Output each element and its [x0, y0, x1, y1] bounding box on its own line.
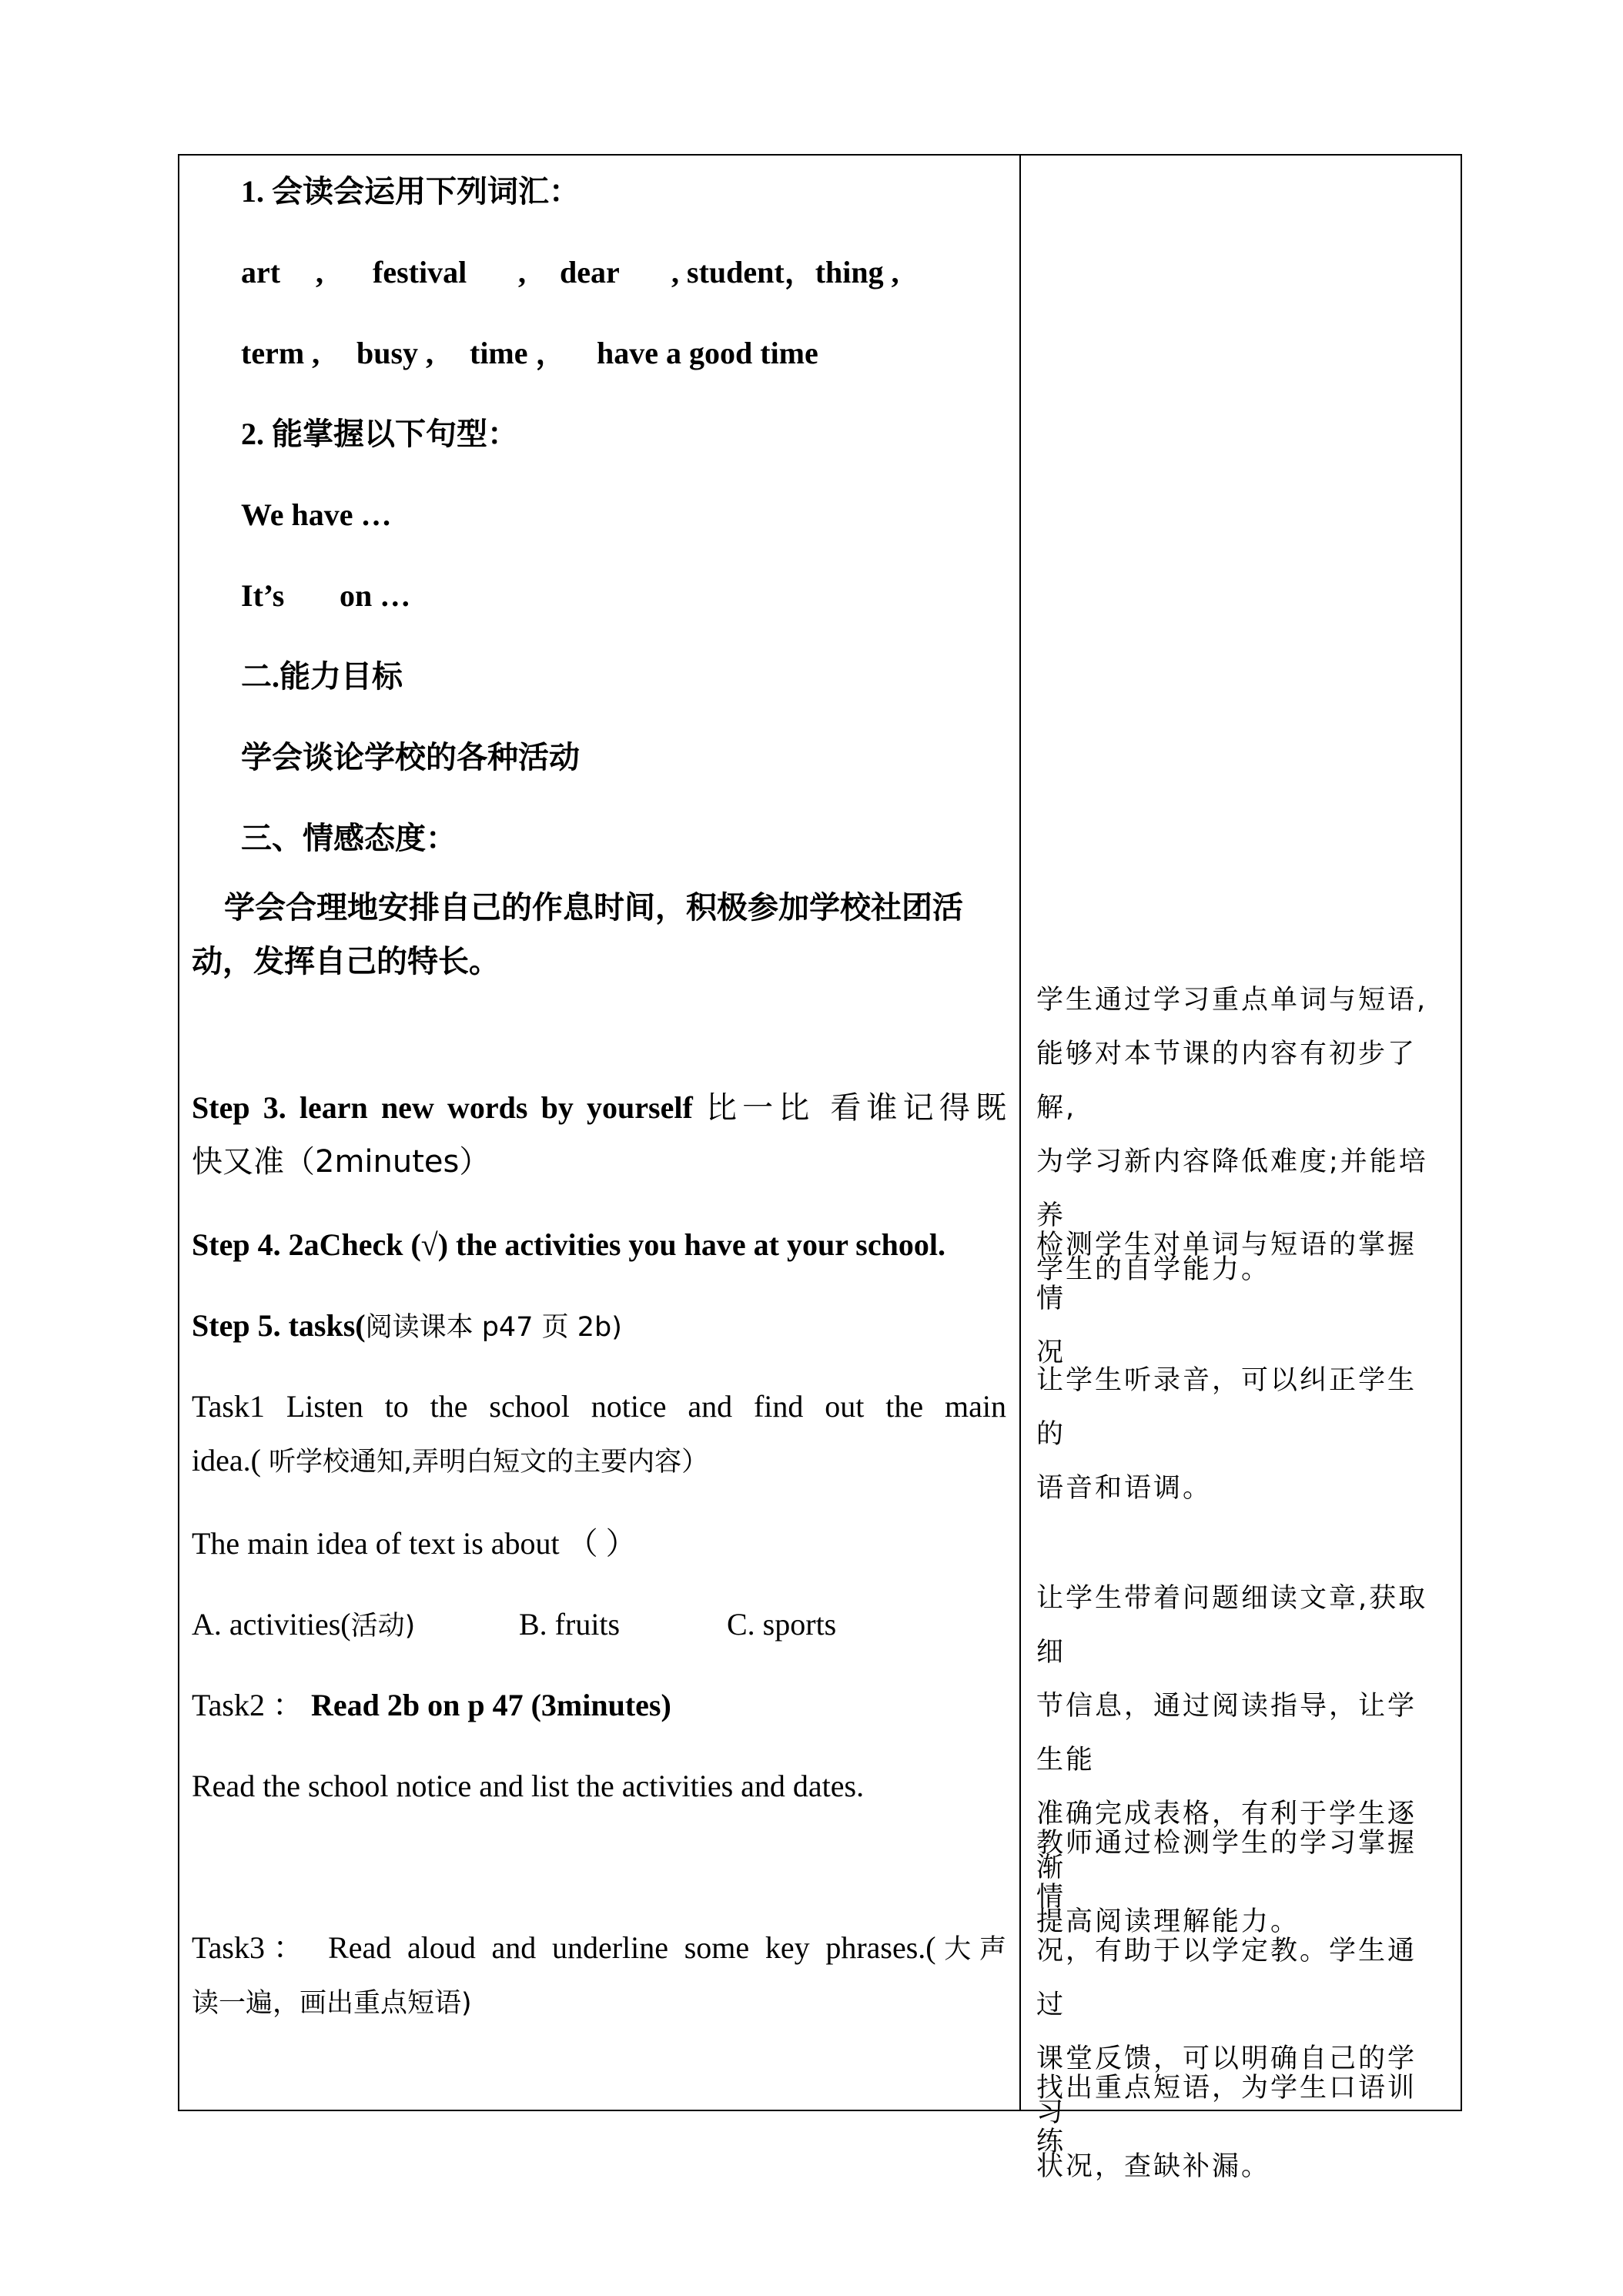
note-line: 况: [1036, 1337, 1066, 1368]
pattern-part: It’s: [241, 578, 285, 613]
section-title: 能力目标: [279, 659, 403, 694]
item-text: 能掌握以下句型：: [272, 417, 518, 452]
task-2-text: Read the school notice and list the activities and dates.: [192, 1769, 865, 1803]
item-number: 2.: [241, 417, 264, 451]
step-text: 阅读课本 p47 页 2b): [365, 1312, 622, 1343]
section-2-heading: [241, 658, 403, 696]
task-1-line-2: [192, 1434, 1006, 1489]
item-text: 会读会运用下列词汇：: [272, 174, 580, 209]
vocab-word: art: [241, 255, 281, 290]
step-label: Step 3.: [192, 1090, 286, 1125]
note-line: 让学生听录音，可以纠正学生的: [1036, 1365, 1417, 1450]
vocab-word: festival: [373, 255, 467, 290]
option-c: C. sports: [727, 1607, 837, 1642]
vocab-word: , student，thing ,: [671, 255, 899, 290]
note-line: 提高阅读理解能力。: [1036, 1906, 1300, 1937]
note-line: 学生通过学习重点单词与短语,: [1036, 985, 1428, 1016]
task-3-line-1: [192, 1921, 1006, 1976]
step-4: Step 4. 2aCheck (√) the activities you have at your school.: [192, 1227, 945, 1262]
vocab-word: dear: [560, 255, 620, 290]
step-3-line-1: [192, 1081, 1006, 1135]
step-text-cn: 比一比 看谁记得既: [705, 1090, 1007, 1126]
option-text: A. activities(: [192, 1607, 351, 1642]
task-3-line-2: 读一遍，画出重点短语): [192, 1988, 472, 2019]
column-divider: [1019, 154, 1021, 2111]
note-line: 找出重点短语，为学生口语训练: [1036, 2073, 1417, 2157]
option-a: [192, 1605, 415, 1645]
objective-item-2: [241, 415, 518, 454]
task-label: Task3：: [192, 1930, 313, 1965]
step-text: by yourself: [540, 1090, 693, 1125]
main-idea-question: The main idea of text is about （ ）: [192, 1526, 637, 1561]
paragraph-line: 学会合理地安排自己的作息时间，积极参加学校社团活: [224, 890, 963, 925]
note-line: 能够对本节课的内容有初步了解,: [1036, 1039, 1417, 1123]
step-3-line-2: 快又准（2minutes）: [192, 1144, 490, 1180]
note-line: 让学生带着问题细读文章,获取细: [1036, 1583, 1428, 1668]
section-3-heading: 三、情感态度：: [241, 821, 457, 856]
task-text: Read 2b on p 47 (3minutes): [310, 1688, 671, 1722]
section-3-text: [192, 881, 1006, 989]
vocab-word: term ,: [241, 336, 320, 370]
task-1: [192, 1380, 1006, 1489]
task-3: [192, 1921, 1006, 2030]
note-6: [1036, 2061, 1444, 2169]
step-3: [192, 1081, 1006, 1189]
note-line: 语音和语调。: [1036, 1473, 1213, 1504]
item-number: 1.: [241, 174, 264, 209]
step-label: Step 5. tasks(: [192, 1308, 366, 1343]
note-line: 况，有助于以学定教。学生通过: [1036, 1936, 1417, 2020]
note-line: 准确完成表格，有利于学生逐渐: [1036, 1799, 1417, 1883]
note-line: 为学习新内容降低难度;并能培养: [1036, 1146, 1428, 1231]
vocab-word: have a good time: [597, 336, 818, 370]
paragraph-line: 动，发挥自己的特长。: [192, 944, 500, 979]
note-line: 教师通过检测学生的学习掌握情: [1036, 1828, 1417, 1913]
note-line: 检测学生对单词与短语的掌握情: [1036, 1230, 1417, 1314]
sentence-pattern-1: We have …: [241, 497, 392, 532]
task-2: [192, 1686, 671, 1725]
task-text: some key phrases.(: [684, 1930, 936, 1965]
task-text-cn: 听学校通知,弄明白短文的主要内容）: [268, 1447, 709, 1478]
pattern-part: on …: [340, 578, 411, 613]
note-line: 状况，查缺补漏。: [1036, 2151, 1271, 2182]
note-line: 学生的自学能力。: [1036, 1254, 1271, 1285]
vocab-word: busy ,: [356, 336, 434, 370]
vocab-word: time ，: [470, 336, 567, 370]
vocab-sep: ,: [518, 255, 526, 290]
step-text: learn new words: [299, 1090, 528, 1125]
task-text-cn: 大声: [935, 1934, 1007, 1965]
task-1-line-1: Task1 Listen to the school notice and find out the main: [192, 1389, 1006, 1424]
option-text-cn: 活动): [350, 1611, 416, 1642]
task-text: Read aloud and underline: [328, 1930, 669, 1965]
note-line: 节信息，通过阅读指导，让学生能: [1036, 1691, 1417, 1776]
section-number: 二.: [241, 659, 279, 694]
task-label: Task2 ：: [192, 1688, 303, 1722]
option-b: B. fruits: [519, 1607, 621, 1642]
note-line: 课堂反馈，可以明确自己的学习: [1036, 2043, 1417, 2128]
section-2-text: 学会谈论学校的各种活动: [241, 740, 580, 775]
vocab-sep: ,: [316, 255, 323, 290]
task-text: idea.(: [192, 1443, 261, 1478]
objective-item-1: [241, 172, 580, 211]
step-5: [192, 1307, 622, 1347]
note-3: [1036, 1354, 1444, 1515]
